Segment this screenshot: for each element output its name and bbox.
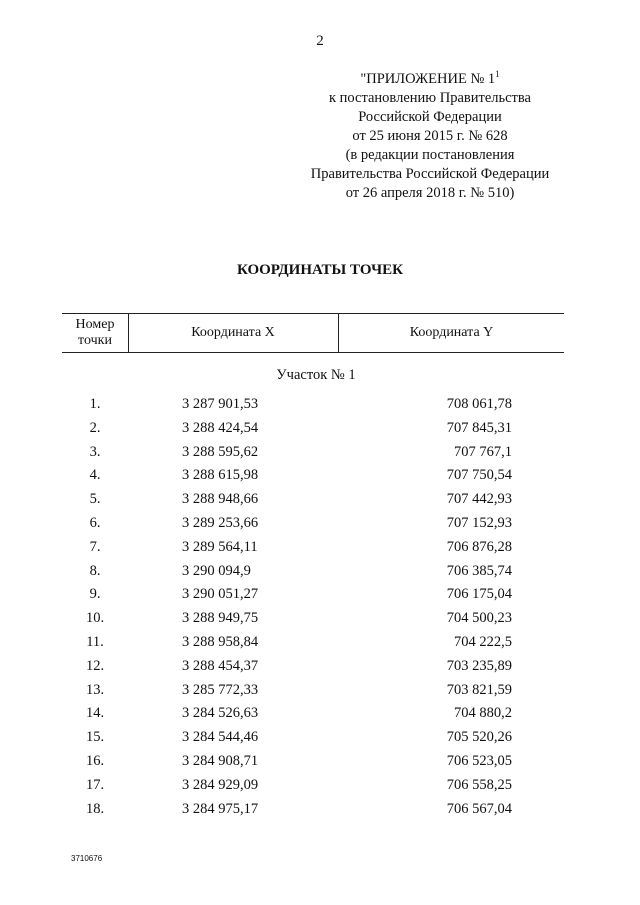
table-row — [62, 774, 564, 798]
appendix-line: (в редакции постановления — [345, 147, 515, 163]
coordinate-y-cell: 707 442,93 — [446, 491, 512, 508]
appendix-title-superscript: 1 — [495, 69, 500, 80]
point-number-cell: 12. — [85, 657, 105, 674]
table-body — [62, 393, 564, 821]
coordinate-x-cell: 3 284 975,17 — [182, 800, 259, 817]
appendix-line: к постановлению Правительства — [329, 90, 531, 106]
table-row — [62, 750, 564, 774]
point-number-cell: 17. — [85, 776, 105, 793]
appendix-title-text: "ПРИЛОЖЕНИЕ № 1 — [360, 71, 496, 87]
table-header — [62, 313, 564, 353]
coordinate-x-cell: 3 290 094,9 — [182, 562, 251, 579]
coordinate-y-cell: 704 222,5 — [454, 633, 512, 650]
point-number-cell: 2. — [89, 419, 101, 436]
point-number-cell: 1. — [89, 396, 101, 412]
point-number-cell: 8. — [89, 562, 101, 579]
coordinate-y-cell: 706 567,04 — [446, 800, 512, 817]
appendix-header — [285, 70, 575, 203]
document-title: КООРДИНАТЫ ТОЧЕК — [236, 262, 404, 278]
coordinate-x-cell: 3 288 595,62 — [182, 443, 259, 460]
coordinate-y-cell: 704 880,2 — [454, 705, 512, 722]
appendix-line: Российской Федерации — [358, 109, 502, 125]
document-code: 3710676 — [71, 854, 103, 863]
point-number-cell: 4. — [89, 467, 101, 484]
point-number-cell: 16. — [85, 752, 105, 769]
coordinate-y-cell: 703 821,59 — [446, 681, 512, 698]
coordinate-y-cell: 708 061,78 — [446, 396, 512, 412]
point-number-cell: 14. — [85, 705, 105, 722]
coordinate-x-cell: 3 288 454,37 — [182, 657, 259, 674]
point-number-cell: 13. — [85, 681, 105, 698]
table-row — [62, 583, 564, 607]
coordinate-y-cell: 707 750,54 — [446, 467, 512, 484]
coordinate-x-cell: 3 290 051,27 — [182, 586, 259, 603]
coordinate-y-cell: 705 520,26 — [446, 729, 512, 746]
coordinate-y-cell: 707 152,93 — [446, 514, 512, 531]
coordinate-x-cell: 3 288 958,84 — [182, 633, 259, 650]
coordinate-y-cell: 707 767,1 — [454, 443, 512, 460]
section-title: Участок № 1 — [276, 367, 356, 383]
table-row — [62, 631, 564, 655]
table-row — [62, 441, 564, 465]
table-row — [62, 417, 564, 441]
point-number-cell: 6. — [89, 514, 101, 531]
table-row — [62, 464, 564, 488]
coordinate-y-cell: 706 876,28 — [446, 538, 512, 555]
coordinate-x-cell: 3 288 424,54 — [182, 419, 259, 436]
header-coordinate-y: Координата Y — [409, 325, 494, 340]
coordinate-x-cell: 3 289 253,66 — [182, 514, 259, 531]
coordinate-y-cell: 703 235,89 — [446, 657, 512, 674]
header-point-number: Номер точки — [62, 314, 129, 352]
appendix-title — [285, 70, 575, 89]
coordinate-x-cell: 3 284 526,63 — [182, 705, 259, 722]
coordinate-y-cell: 706 175,04 — [446, 586, 512, 603]
point-number-cell: 15. — [85, 729, 105, 746]
appendix-line: Правительства Российской Федерации — [310, 166, 550, 182]
coordinate-y-cell: 704 500,23 — [446, 610, 512, 627]
coordinate-x-cell: 3 285 772,33 — [182, 681, 259, 698]
table-row — [62, 607, 564, 631]
coordinate-x-cell: 3 284 908,71 — [182, 752, 259, 769]
table-row — [62, 393, 564, 417]
coordinate-x-cell: 3 288 948,66 — [182, 491, 259, 508]
table-row — [62, 560, 564, 584]
coordinate-x-cell: 3 284 929,09 — [182, 776, 259, 793]
appendix-line: от 26 апреля 2018 г. № 510) — [345, 185, 515, 201]
page-number: 2 — [316, 33, 324, 49]
coordinate-y-cell: 706 385,74 — [446, 562, 512, 579]
point-number-cell: 3. — [89, 443, 101, 460]
point-number-cell: 9. — [89, 586, 101, 603]
coordinate-x-cell: 3 287 901,53 — [182, 396, 259, 412]
table-row — [62, 726, 564, 750]
coordinate-x-cell: 3 289 564,11 — [182, 538, 258, 555]
coordinate-y-cell: 706 523,05 — [446, 752, 512, 769]
coordinate-x-cell: 3 288 615,98 — [182, 467, 259, 484]
point-number-cell: 7. — [89, 538, 101, 555]
appendix-line: от 25 июня 2015 г. № 628 — [352, 128, 508, 144]
table-row — [62, 702, 564, 726]
coordinate-x-cell: 3 284 544,46 — [182, 729, 259, 746]
header-coordinate-x: Координата X — [128, 314, 339, 352]
table-row — [62, 488, 564, 512]
point-number-cell: 18. — [85, 800, 105, 817]
point-number-cell: 5. — [89, 491, 101, 508]
point-number-cell: 11. — [86, 633, 104, 650]
point-number-cell: 10. — [85, 610, 105, 627]
coordinate-x-cell: 3 288 949,75 — [182, 610, 259, 627]
coordinate-y-cell: 707 845,31 — [446, 419, 512, 436]
table-row — [62, 536, 564, 560]
table-row — [62, 655, 564, 679]
table-row — [62, 798, 564, 822]
coordinate-y-cell: 706 558,25 — [446, 776, 512, 793]
coordinates-table — [62, 313, 564, 821]
table-row — [62, 679, 564, 703]
table-row — [62, 512, 564, 536]
